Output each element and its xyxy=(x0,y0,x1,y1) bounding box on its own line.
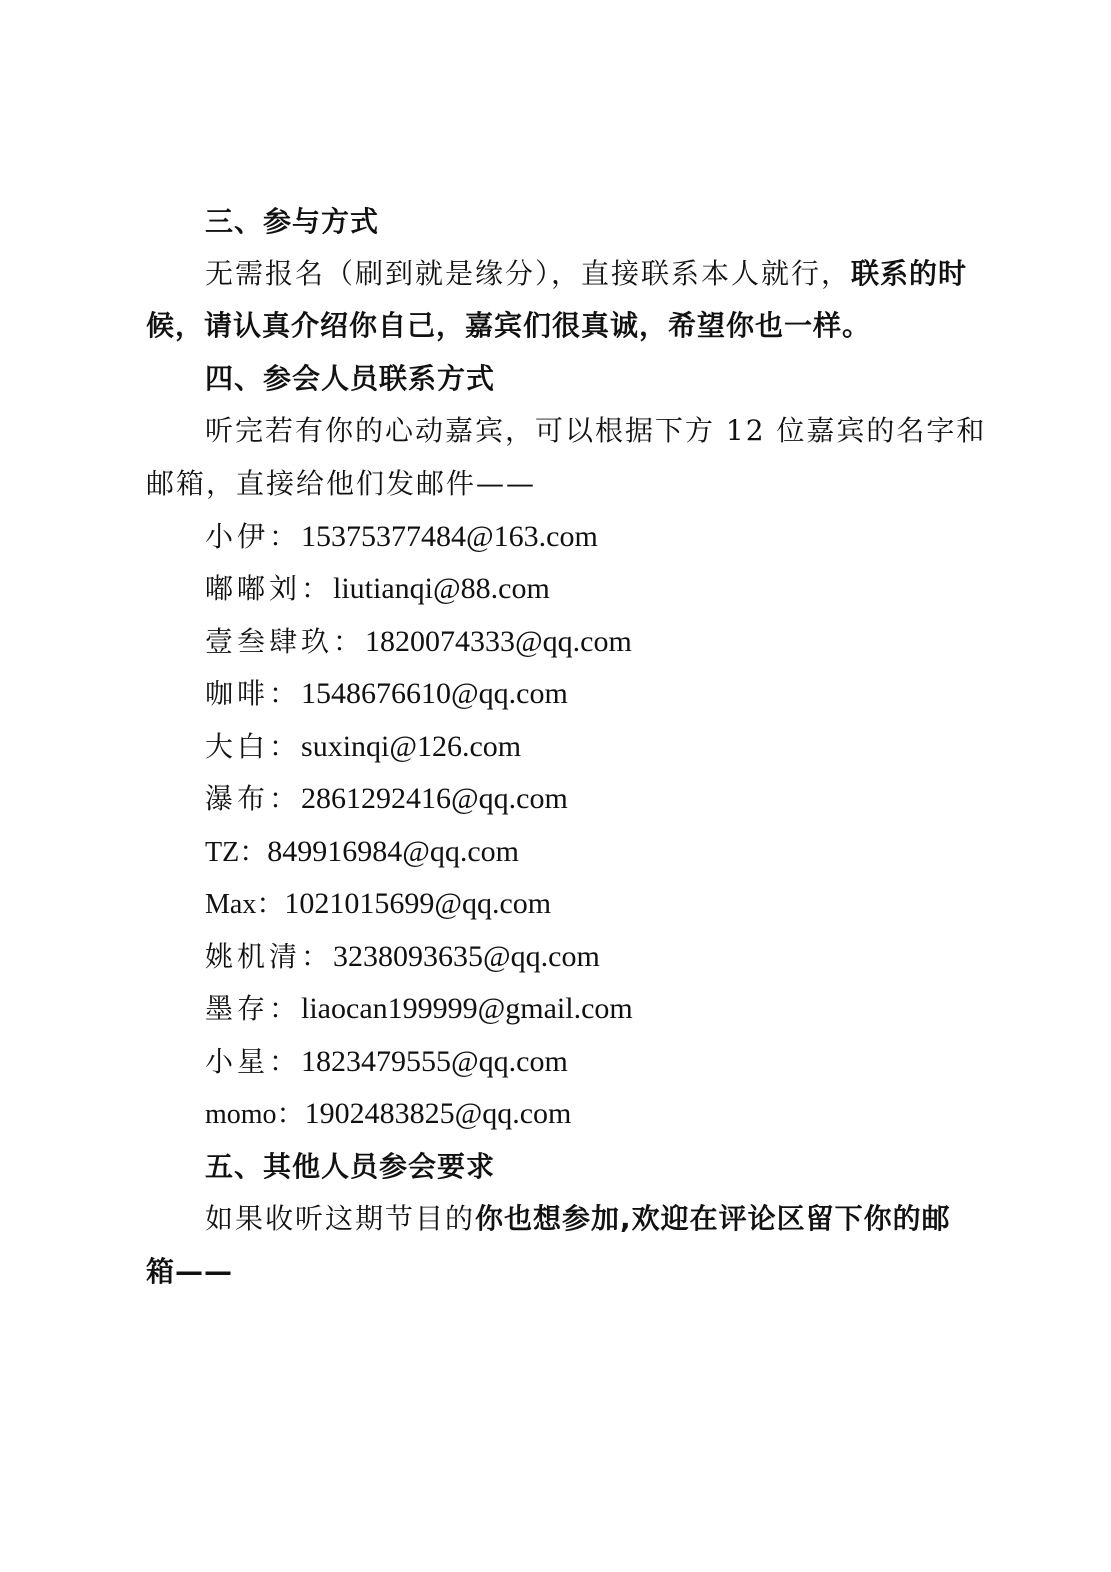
contact-email: 849916984@qq.com xyxy=(267,835,519,868)
contact-name: 墨存： xyxy=(205,992,302,1025)
contact-item xyxy=(205,834,519,871)
contact-item xyxy=(205,1044,568,1080)
contact-name: 大白： xyxy=(205,730,302,763)
section-5-heading: 五、其他人员参会要求 xyxy=(205,1150,496,1183)
section-3-text-normal: 无需报名（刷到就是缘分），直接联系本人就行， xyxy=(205,257,852,290)
section-3-text-bold: 联系的时 xyxy=(851,257,968,290)
contact-item xyxy=(205,729,521,765)
contact-name: 姚机清： xyxy=(205,940,334,973)
contact-email: 1820074333@qq.com xyxy=(365,625,632,658)
section-3-paragraph-line-2: 候，请认真介绍你自己，嘉宾们很真诚，希望你也一样。 xyxy=(146,309,872,342)
contact-name: 壹叁肆玖： xyxy=(205,625,366,658)
contact-email: liutianqi@88.com xyxy=(333,572,550,605)
contact-item xyxy=(205,571,550,607)
contact-email: suxinqi@126.com xyxy=(301,730,522,763)
contact-name: TZ： xyxy=(205,837,268,868)
contact-name: 小伊： xyxy=(205,520,302,553)
section-5-paragraph-line-1 xyxy=(205,1201,951,1237)
contact-item xyxy=(205,781,568,817)
section-5-paragraph-line-2: 箱—— xyxy=(146,1255,234,1288)
contact-email: 1021015699@qq.com xyxy=(284,887,552,920)
contact-item xyxy=(205,939,600,975)
contact-item xyxy=(205,519,598,555)
section-4-intro-line-1: 听完若有你的心动嘉宾，可以根据下方 12 位嘉宾的名字和 xyxy=(205,414,987,447)
contact-email: liaocan199999@gmail.com xyxy=(301,992,633,1025)
contact-name: momo： xyxy=(205,1099,305,1130)
contact-name: 小星： xyxy=(205,1045,302,1078)
contact-item xyxy=(205,1096,571,1133)
contact-email: 3238093635@qq.com xyxy=(333,940,600,973)
contact-item xyxy=(205,991,633,1027)
contact-item xyxy=(205,886,551,923)
contact-name: 瀑布： xyxy=(205,782,302,815)
contact-email: 1823479555@qq.com xyxy=(301,1045,568,1078)
section-4-heading: 四、参会人员联系方式 xyxy=(205,362,496,395)
section-5-text-bold: 你也想参加,欢迎在评论区留下你的邮 xyxy=(475,1202,951,1235)
contact-name: 嘟嘟刘： xyxy=(205,572,334,605)
section-5-text-normal: 如果收听这期节目的 xyxy=(205,1202,476,1235)
contact-email: 15375377484@163.com xyxy=(301,520,598,553)
contact-email: 1548676610@qq.com xyxy=(301,677,568,710)
contact-item xyxy=(205,624,632,660)
contact-item xyxy=(205,676,568,712)
contact-name: Max： xyxy=(205,889,285,920)
section-3-paragraph-line-1 xyxy=(205,256,967,292)
section-3-heading: 三、参与方式 xyxy=(205,205,380,238)
contact-name: 咖啡： xyxy=(205,677,302,710)
contact-email: 1902483825@qq.com xyxy=(304,1097,572,1130)
section-4-intro-line-2: 邮箱，直接给他们发邮件—— xyxy=(146,467,537,500)
contact-email: 2861292416@qq.com xyxy=(301,782,568,815)
